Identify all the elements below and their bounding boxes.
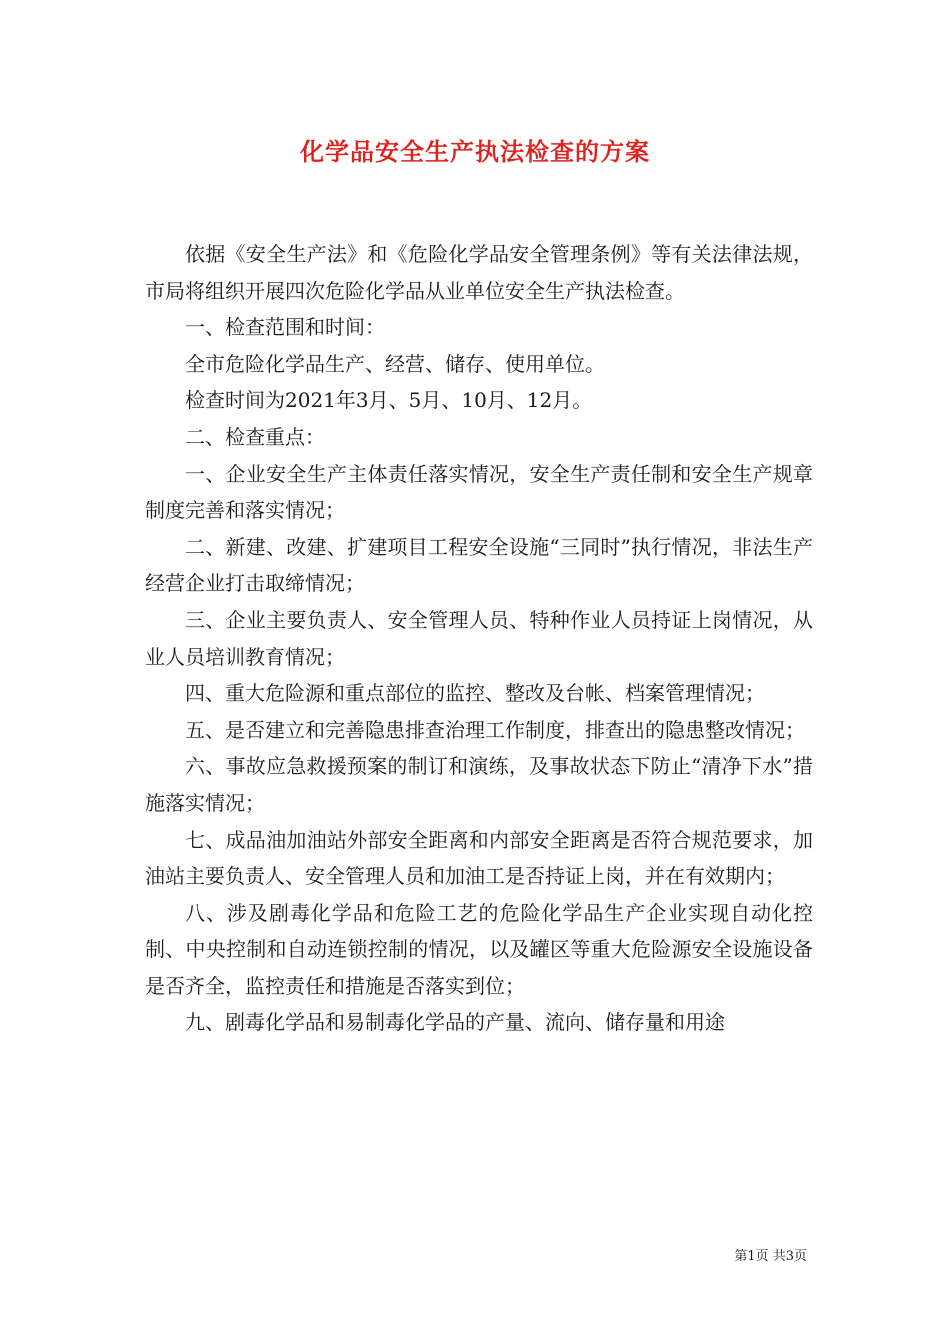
paragraph-scope: 全市危险化学品生产、经营、储存、使用单位。 [185, 351, 605, 376]
section-heading-scope: 一、检查范围和时间： [185, 315, 385, 340]
focus-item-3: 三、企业主要负责人、安全管理人员、特种作业人员持证上岗情况，从业人员培训教育情况； [145, 607, 813, 669]
focus-item-4: 四、重大危险源和重点部位的监控、整改及台帐、档案管理情况； [185, 681, 765, 706]
focus-item-2: 二、新建、改建、扩建项目工程安全设施“三同时”执行情况，非法生产经营企业打击取缔情况； [145, 534, 813, 596]
page-number-footer: 第1页 共3页 [734, 1249, 807, 1264]
focus-item-1: 一、企业安全生产主体责任落实情况，安全生产责任制和安全生产规章制度完善和落实情况； [145, 461, 813, 523]
focus-item-8: 八、涉及剧毒化学品和危险工艺的危险化学品生产企业实现自动化控制、中央控制和自动连锁控制的情况，以及罐区等重大危险源安全设施设备是否齐全，监控责任和措施是否落实到位； [145, 900, 813, 998]
focus-item-6: 六、事故应急救援预案的制订和演练，及事故状态下防止“清净下水”措施落实情况； [145, 754, 813, 815]
paragraph-intro: 依据《安全生产法》和《危险化学品安全管理条例》等有关法律法规，市局将组织开展四次危险化学品从业单位安全生产执法检查。 [145, 242, 813, 303]
focus-item-9: 九、剧毒化学品和易制毒化学品的产量、流向、储存量和用途 [185, 1010, 725, 1035]
section-heading-focus: 二、检查重点： [185, 424, 325, 449]
focus-item-7: 七、成品油加油站外部安全距离和内部安全距离是否符合规范要求，加油站主要负责人、安全管理人员和加油工是否持证上岗，并在有效期内； [145, 827, 813, 889]
paragraph-schedule: 检查时间为2021年3月、5月、10月、12月。 [185, 388, 593, 413]
document-body [145, 236, 813, 1041]
document-title: 化学品安全生产执法检查的方案 [300, 137, 650, 166]
focus-item-5: 五、是否建立和完善隐患排查治理工作制度，排查出的隐患整改情况； [185, 717, 805, 742]
